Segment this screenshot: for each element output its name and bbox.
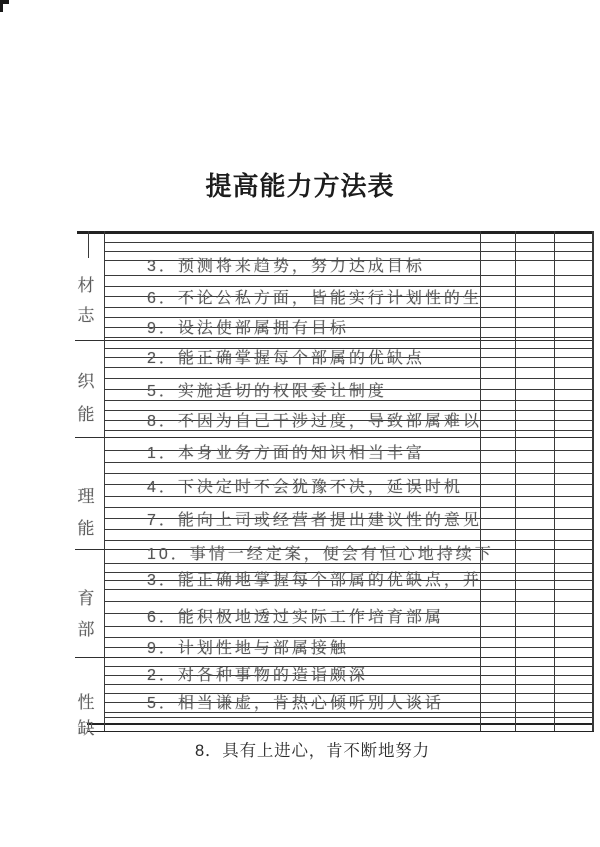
table-grid-line <box>104 348 594 349</box>
table-item-text: 2．能正确掌握每个部属的优缺点 <box>147 349 425 367</box>
table-grid-line <box>104 589 594 590</box>
category-label-char: 材 <box>77 276 95 295</box>
table-grid-line <box>104 251 594 252</box>
table-item-text: 7．能向上司或经营者提出建议性的意见 <box>147 511 482 529</box>
category-label-char: 能 <box>77 519 95 538</box>
table-grid-line <box>104 378 594 379</box>
table-item-text: 6．不论公私方面，皆能实行计划性的生 <box>147 289 482 307</box>
category-label-char: 缺 <box>77 719 95 738</box>
table-grid-line <box>104 637 594 638</box>
table-top-border <box>77 231 594 234</box>
table-grid-line <box>104 242 594 243</box>
group-separator-line <box>75 657 594 658</box>
table-grid-line <box>104 410 594 411</box>
table-grid-line <box>104 507 594 508</box>
table-grid-line <box>104 529 594 530</box>
category-label-char: 织 <box>77 372 95 391</box>
table-grid-line <box>104 693 594 694</box>
table-item-text: 5．实施适切的权限委让制度 <box>147 382 387 400</box>
page-title: 提高能力方法表 <box>205 171 395 201</box>
table-item-text: 4．下决定时不会犹豫不决，延误时机 <box>147 478 463 496</box>
table-grid-vline <box>88 231 89 258</box>
table-grid-vline <box>515 231 516 731</box>
table-item-text: 8．具有上进心，肯不断地努力 <box>195 742 430 760</box>
category-label-char: 部 <box>77 620 95 639</box>
table-grid-line <box>104 540 594 541</box>
table-grid-line <box>104 286 594 287</box>
table-grid-line <box>104 712 594 713</box>
table-grid-line <box>104 317 594 318</box>
table-grid-line <box>104 496 594 497</box>
table-grid-vline <box>104 231 105 731</box>
scan-artifact <box>0 0 9 4</box>
category-label-char: 志 <box>77 306 95 325</box>
table-grid-line <box>104 684 594 685</box>
table-grid-line <box>104 626 594 627</box>
table-grid-line <box>104 275 594 276</box>
category-label-char: 性 <box>77 693 95 712</box>
table-bottom-border <box>87 731 594 733</box>
table-grid-line <box>104 563 594 564</box>
table-item-text: 1．本身业务方面的知识相当丰富 <box>147 444 425 462</box>
table-item-text: 6．能积极地透过实际工作培育部属 <box>147 608 444 626</box>
table-grid-line <box>104 400 594 401</box>
table-item-text: 9．计划性地与部属接触 <box>147 639 349 657</box>
table-item-text: 5．相当谦虚，肯热心倾听别人谈话 <box>147 694 444 712</box>
table-item-text: 2．对各种事物的造诣颇深 <box>147 666 368 684</box>
table-grid-line <box>104 473 594 474</box>
table-grid-line <box>104 462 594 463</box>
category-label-char: 理 <box>77 487 95 506</box>
table-grid-line <box>104 367 594 368</box>
category-label-char: 育 <box>77 589 95 608</box>
table-item-text: 3．预测将来趋势，努力达成目标 <box>147 257 425 275</box>
group-separator-line <box>75 437 594 438</box>
table-grid-vline <box>554 231 555 731</box>
table-item-text: 3．能正确地掌握每个部属的优缺点，并 <box>147 571 482 589</box>
table-grid-line <box>104 430 594 431</box>
group-separator-line <box>75 340 594 341</box>
table-item-text: 8．不因为自己干涉过度，导致部属难以 <box>147 412 482 430</box>
table-grid-line <box>104 601 594 602</box>
table-grid-line <box>104 307 594 308</box>
category-label-char: 能 <box>77 405 95 424</box>
table-grid-line <box>104 717 594 718</box>
table-bottom-border <box>87 723 594 725</box>
table-grid-line <box>104 337 594 338</box>
table-grid-vline <box>592 231 594 731</box>
table-item-text: 10．事情一经定案，便会有恒心地持续下 <box>147 545 494 563</box>
table-item-text: 9．设法使部属拥有目标 <box>147 319 349 337</box>
